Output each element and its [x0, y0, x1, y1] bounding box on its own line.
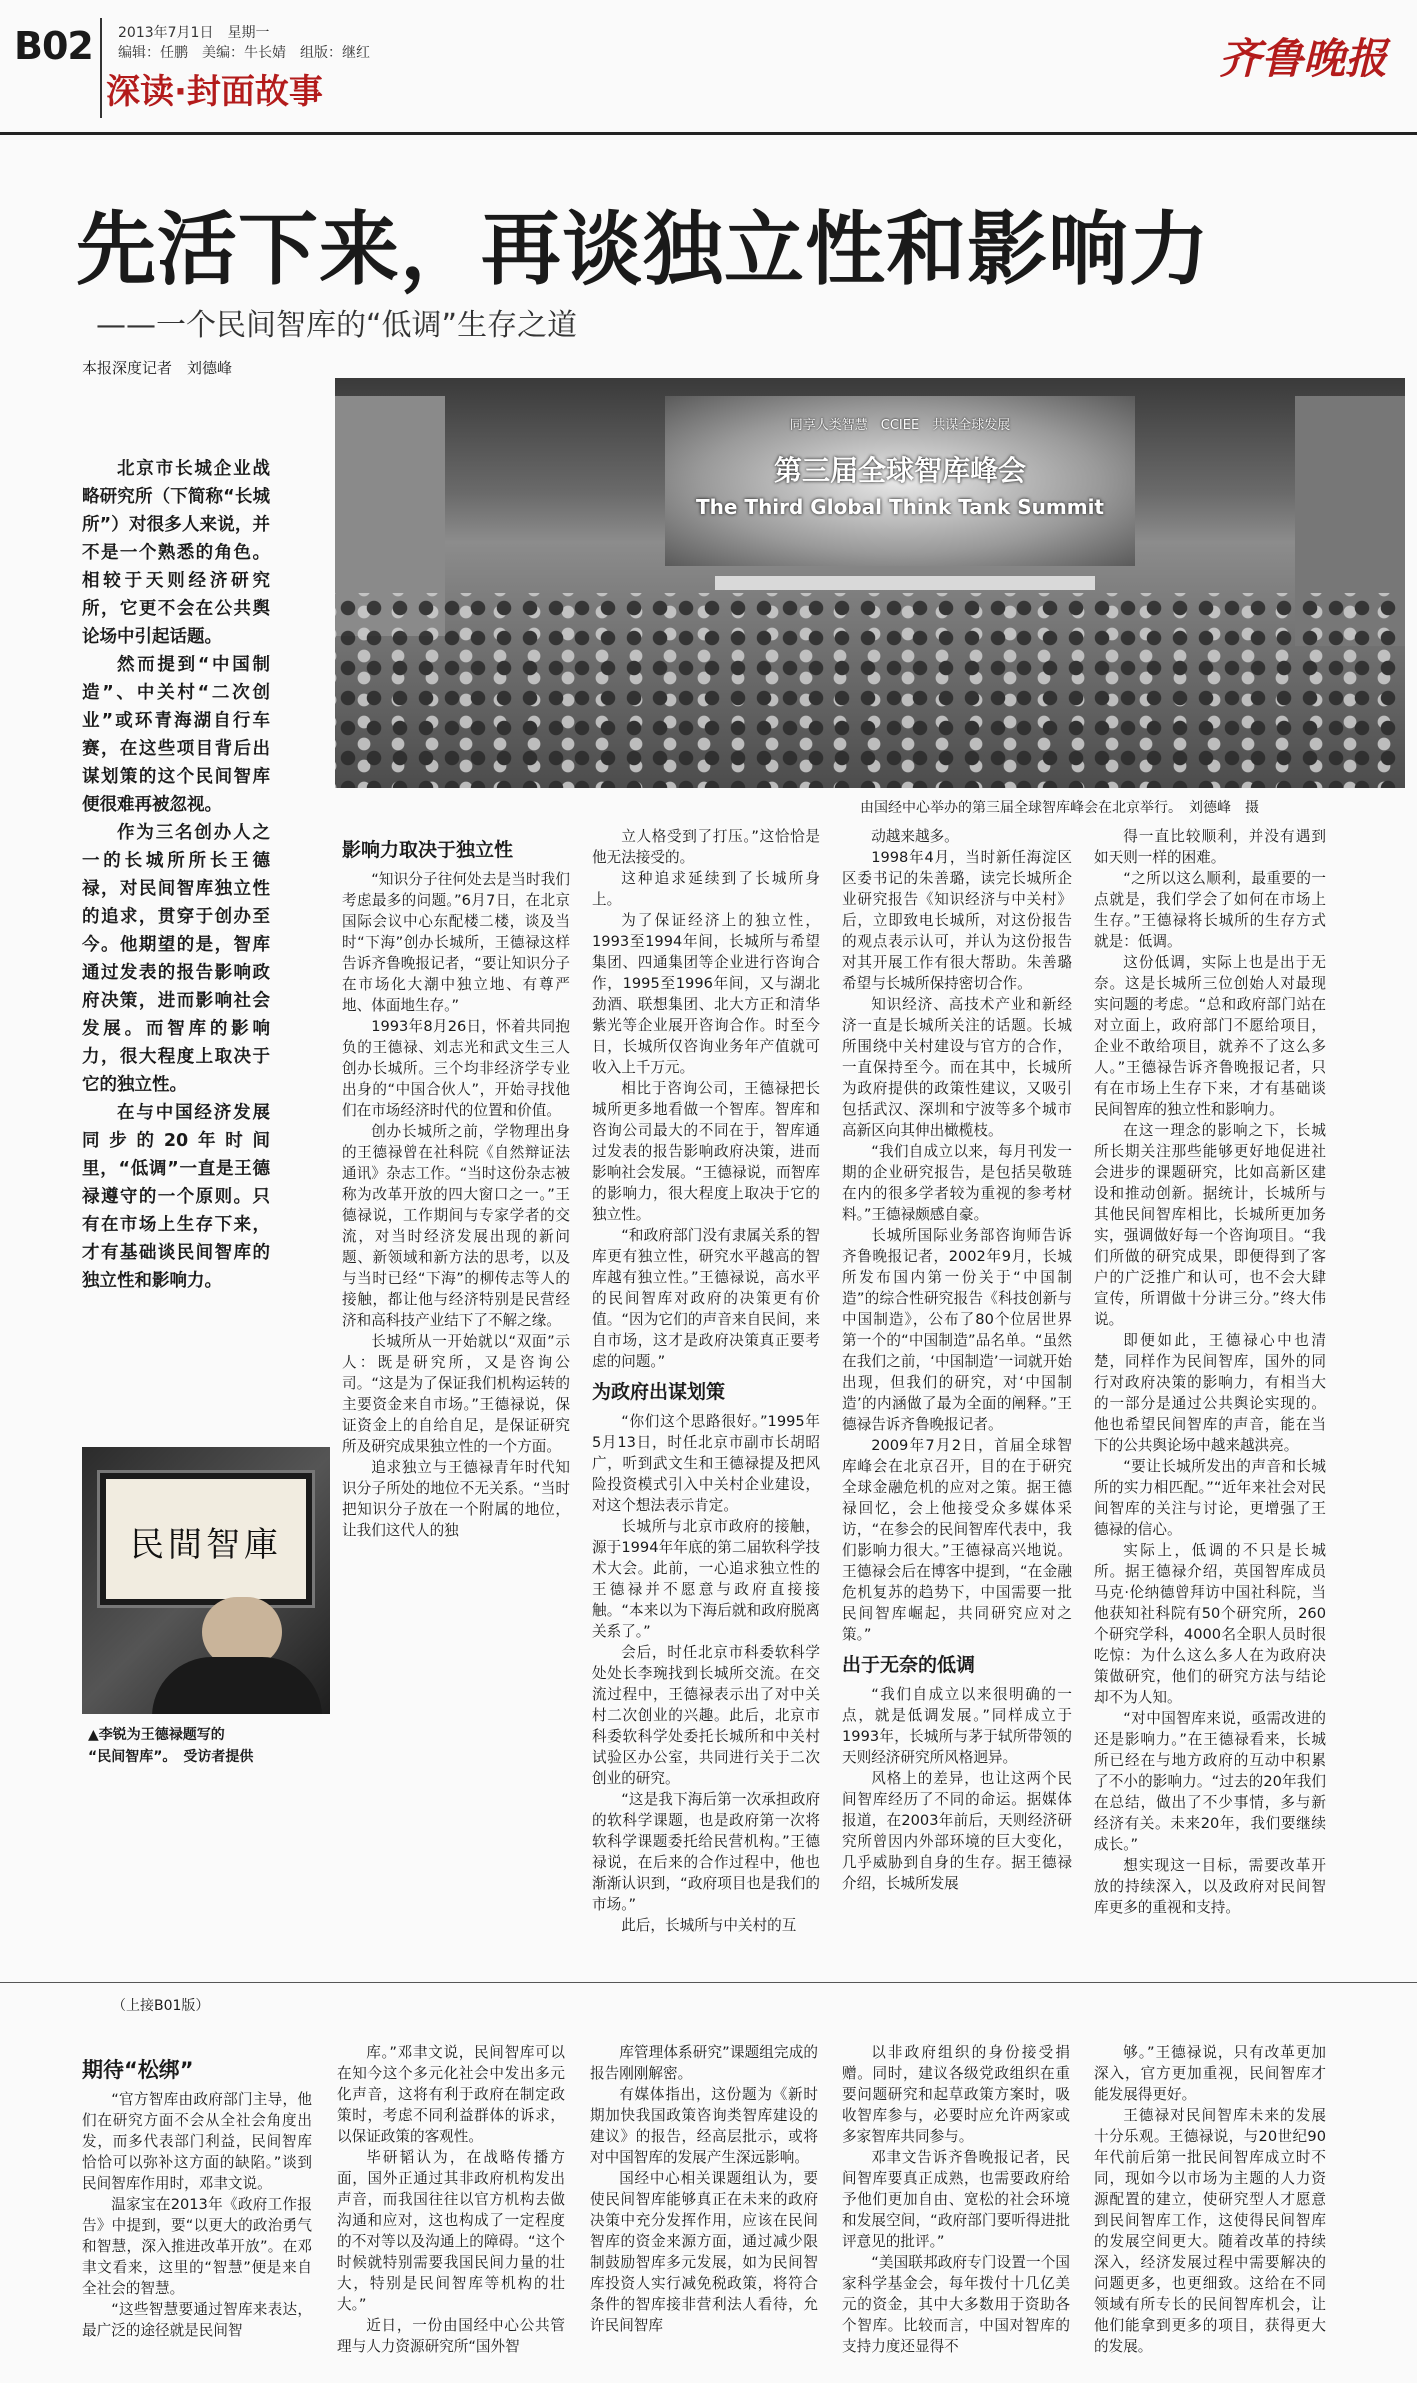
paragraph: 这份低调，实际上也是出于无奈。这是长城所三位创始人对最现实问题的考虑。“总和政府部门站在对立面上，政府部门不愿给项目，企业不敢给项目，就养不了这么多人。”王德禄告诉齐鲁晚报记者，只有在市场上生存下来，才有基础谈民间智库的独立性和影响力。	[1094, 954, 1326, 1118]
paragraph: 长城所从一开始就以“双面”示人：既是研究所，又是咨询公司。“这是为了保证我们机构运转的主要资金来自市场。”王德禄说，保证资金上的自给自足，是保证研究所及研究成果独立性的一个方面。	[342, 1333, 570, 1455]
paragraph: “知识分子往何处去是当时我们考虑最多的问题。”6月7日，在北京国际会议中心东配楼二楼，谈及当时“下海”创办长城所，王德禄这样告诉齐鲁晚报记者，“要让知识分子在市场化大潮中独立地、有尊严地、体面地生存。”	[342, 871, 570, 1014]
lower-column-2	[337, 2042, 565, 2357]
page-number: B02	[14, 24, 93, 68]
lead-column	[82, 455, 270, 1295]
paragraph: 创办长城所之前，学物理出身的王德禄曾在社科院《自然辩证法通讯》杂志工作。“当时这份杂志被称为改革开放的四大窗口之一。”王德禄说，工作期间与专家学者的交流，对当时经济发展出现的新问题、新领域和新方法的思考，以及与当时已经“下海”的柳传志等人的接触，都让他与经济特别是民营经济和高科技产业结下了不解之缘。	[342, 1123, 570, 1329]
calligraphy-scroll	[100, 1473, 312, 1605]
paragraph: 想实现这一目标，需要改革开放的持续深入，以及政府对民间智库更多的重视和支持。	[1094, 1857, 1326, 1916]
article-column-4	[842, 826, 1072, 1894]
headline: 先活下来，再谈独立性和影响力	[76, 203, 1210, 296]
lower-section-rule	[0, 1982, 1417, 1983]
paragraph: 在这一理念的影响之下，长城所长期关注那些能够更好地促进社会进步的课题研究，比如高新区建设和推动创新。据统计，长城所与其他民间智库相比，长城所更加务实，强调做好每一个咨询项目。“我们所做的研究成果，即便得到了客户的广泛推广和认可，也不会大肆宣传，所谓做十分讲三分。”终大伟说。	[1094, 1122, 1326, 1328]
article-column-5	[1094, 826, 1326, 1918]
paragraph: 邓聿文告诉齐鲁晚报记者，民间智库要真正成熟，也需要政府给予他们更加自由、宽松的社会环境和发展空间，“政府部门要听得进批评意见的批评。”	[842, 2149, 1070, 2250]
paragraph: 为了保证经济上的独立性，1993至1994年间，长城所与希望集团、四通集团等企业进行咨询合作，1995至1996年间，又与湖北劲酒、联想集团、北大方正和清华紫光等企业展开咨询合作。时至今日，长城所仅咨询业务年产值就可收入上千万元。	[592, 912, 820, 1076]
summit-screen-subtitle: The Third Global Think Tank Summit	[696, 495, 1104, 519]
paragraph: 相比于咨询公司，王德禄把长城所更多地看做一个智库。智库和咨询公司最大的不同在于，智库通过发表的报告影响政府决策，进而影响社会发展。“王德禄说，而智库的影响力，很大程度上取决于它的独立性。	[592, 1080, 820, 1223]
paragraph: 追求独立与王德禄青年时代知识分子所处的地位不无关系。“当时把知识分子放在一个附属的地位，让我们这代人的独	[342, 1459, 570, 1539]
editors-line: 编辑：任鹏 美编：牛长婧 组版：继红	[118, 45, 370, 61]
lower-column-4	[842, 2042, 1070, 2357]
continued-from-label: （上接B01版）	[112, 1998, 210, 2014]
section-heading: 影响力取决于独立性	[342, 839, 514, 861]
paragraph: 毕研韬认为，在战略传播方面，国外正通过其非政府机构发出声音，而我国往往以官方机构去做沟通和应对，这也构成了一定程度的不对等以及沟通上的障碍。“这个时候就特别需要我国民间力量的壮大，特别是民间智库等机构的壮大。”	[337, 2149, 565, 2313]
summit-screen	[665, 396, 1135, 566]
date-line: 2013年7月1日 星期一	[118, 25, 270, 41]
paragraph: 这种追求延续到了长城所身上。	[592, 870, 820, 908]
summit-photo-caption: 由国经中心举办的第三届全球智库峰会在北京举行。 刘德峰 摄	[860, 800, 1259, 816]
paragraph: 2009年7月2日，首届全球智库峰会在北京召开，目的在于研究全球金融危机的应对之策。据王德禄回忆，会上他接受众多媒体采访，“在参会的民间智库代表中，我们影响力很大。”王德禄高兴地说。王德禄会后在博客中提到，“在金融危机复苏的趋势下，中国需要一批民间智库崛起，共同研究应对之策。”	[842, 1437, 1072, 1643]
paragraph: 知识经济、高技术产业和新经济一直是长城所关注的话题。长城所围绕中关村建设与官方的合作，一直保持至今。而在其中，长城所为政府提供的政策性建议，又吸引包括武汉、深圳和宁波等多个城市高新区向其伸出橄榄枝。	[842, 996, 1072, 1139]
person-body	[152, 1657, 322, 1714]
header-rule	[0, 132, 1417, 135]
paragraph: “这些智慧要通过智库来表达，最广泛的途径就是民间智	[82, 2301, 312, 2339]
summit-screen-line1: 同享人类智慧 CCIEE 共谋全球发展	[789, 418, 1011, 433]
paragraph: 1993年8月26日，怀着共同抱负的王德禄、刘志光和武文生三人创办长城所。三个均非经济学专业出身的“中国合伙人”，开始寻找他们在市场经济时代的位置和价值。	[342, 1018, 570, 1119]
paragraph: 实际上，低调的不只是长城所。据王德禄介绍，英国智库成员马克·伦纳德曾拜访中国社科院，当他获知社科院有50个研究所，260个研究学科，4000名全职人员时很吃惊：为什么这么多人在为政府决策做研究，他们的研究方法与结论却不为人知。	[1094, 1542, 1326, 1706]
lead-paragraph: 北京市长城企业战略研究所（下简称“长城所”）对很多人来说，并不是一个熟悉的角色。相较于天则经济研究所，它更不会在公共舆论场中引起话题。	[82, 459, 270, 647]
paragraph: 长城所国际业务部咨询师告诉齐鲁晚报记者，2002年9月，长城所发布国内第一份关于“中国制造”的综合性研究报告《科技创新与中国制造》，公布了80个位居世界第一个的“中国制造”品名单。“虽然在我们之前，‘中国制造’一词就开始出现，但我们的研究，对‘中国制造’的内涵做了最为全面的阐释。”王德禄告诉齐鲁晚报记者。	[842, 1227, 1072, 1433]
paragraph: 库管理体系研究”课题组完成的报告刚刚解密。	[590, 2044, 818, 2082]
article-column-3	[592, 826, 820, 1936]
paragraph: “和政府部门没有隶属关系的智库更有独立性，研究水平越高的智库越有独立性。”王德禄说，高水平的民间智库对政府的决策更有价值。“因为它们的声音来自民间，来自市场，这才是政府决策真正要考虑的问题。”	[592, 1227, 820, 1370]
paragraph: 得一直比较顺利，并没有遇到如天则一样的困难。	[1094, 828, 1326, 866]
header-divider	[100, 18, 102, 118]
section-heading: 期待“松绑”	[82, 2058, 194, 2082]
lead-paragraph: 在与中国经济发展同步的20年时间里，“低调”一直是王德禄遵守的一个原则。只有在市场上生存下来，才有基础谈民间智库的独立性和影响力。	[82, 1103, 270, 1291]
paragraph: 够。”王德禄说，只有改革更加深入，官方更加重视，民间智库才能发展得更好。	[1094, 2044, 1326, 2103]
paragraph: 国经中心相关课题组认为，要使民间智库能够真正在未来的政府决策中充分发挥作用，应该在民间智库的资金来源方面，通过减少限制鼓励智库多元发展，如为民间智库投资人实行减免税政策，将符合条件的智库接非营利法人看待，允许民间智库	[590, 2170, 818, 2334]
byline: 本报深度记者 刘德峰	[82, 359, 233, 377]
audience-crowd	[335, 593, 1405, 788]
portrait-caption-line1: ▲李锐为王德禄题写的	[88, 1727, 225, 1743]
newspaper-logo: 齐鲁晚报	[1218, 34, 1387, 83]
paragraph: 以非政府组织的身份接受捐赠。同时，建议各级党政组织在重要问题研究和起草政策方案时，吸收智库参与，必要时应允许两家或多家智库共同参与。	[842, 2044, 1070, 2145]
lower-column-1	[82, 2050, 312, 2341]
paragraph: 有媒体指出，这份题为《新时期加快我国政策咨询类智库建设的建议》的报告，经高层批示，或将对中国智库的发展产生深远影响。	[590, 2086, 818, 2166]
paragraph: 立人格受到了打压。”这恰恰是他无法接受的。	[592, 828, 820, 866]
paragraph: “官方智库由政府部门主导，他们在研究方面不会从全社会角度出发，而多代表部门利益，民间智库恰恰可以弥补这方面的缺陷。”谈到民间智库作用时，邓聿文说。	[82, 2091, 312, 2192]
summit-screen-title: 第三届全球智库峰会	[773, 454, 1026, 487]
paragraph: “要让长城所发出的声音和长城所的实力相匹配。”“近年来社会对民间智库的关注与讨论，更增强了王德禄的信心。	[1094, 1458, 1326, 1538]
lower-column-5	[1094, 2042, 1326, 2357]
stage-table	[715, 576, 1095, 590]
article-column-2	[342, 830, 570, 1541]
section-heading: 出于无奈的低调	[842, 1654, 976, 1676]
summit-photo	[335, 378, 1405, 788]
paragraph: 动越来越多。	[871, 828, 959, 845]
paragraph: “对中国智库来说，亟需改进的还是影响力。”在王德禄看来，长城所已经在与地方政府的互动中积累了不小的影响力。“过去的20年我们在总结，做出了不少事情，多与新经济有关。未来20年，我们要继续成长。”	[1094, 1710, 1326, 1853]
paragraph: 库。”邓聿文说，民间智库可以在知今这个多元化社会中发出多元化声音，这将有利于政府在制定政策时，考虑不同利益群体的诉求，以保证政策的客观性。	[337, 2044, 565, 2145]
paragraph: “美国联邦政府专门设置一个国家科学基金会，每年拨付十几亿美元的资金，其中大多数用于资助各个智库。比较而言，中国对智库的支持力度还显得不	[842, 2254, 1070, 2355]
section-heading: 为政府出谋划策	[592, 1381, 726, 1403]
calligraphy-text: 民間智庫	[130, 1525, 282, 1565]
lower-column-3	[590, 2042, 818, 2336]
section-label: 深读·封面故事	[106, 72, 323, 112]
paragraph: 王德禄对民间智库未来的发展十分乐观。王德禄说，与20世纪90年代前后第一批民间智库成立时不同，现如今以市场为主题的人力资源配置的建立，使研究型人才愿意到民间智库工作，这使得民间智库的发展空间更大。随着改革的持续深入，经济发展过程中需要解决的问题更多，也更细致。这给在不同领域有所专长的民间智库机会，让他们能拿到更多的项目，获得更大的发展。	[1094, 2107, 1326, 2355]
paragraph: 近日，一份由国经中心公共管理与人力资源研究所“国外智	[337, 2317, 565, 2355]
portrait-caption-line2: “民间智库”。 受访者提供	[88, 1749, 254, 1765]
paragraph: “你们这个思路很好。”1995年5月13日，时任北京市副市长胡昭广，听到武文生和王德禄提及把风险投资模式引入中关村企业建设，对这个想法表示肯定。	[592, 1413, 820, 1514]
lead-paragraph: 然而提到“中国制造”、中关村“二次创业”或环青海湖自行车赛，在这些项目背后出谋划策的这个民间智库便很难再被忽视。	[82, 655, 270, 815]
paragraph: 温家宝在2013年《政府工作报告》中提到，要“以更大的政治勇气和智慧，深入推进改革开放”。在邓聿文看来，这里的“智慧”便是来自全社会的智慧。	[82, 2196, 312, 2297]
paragraph: 会后，时任北京市科委软科学处处长李琬找到长城所交流。在交流过程中，王德禄表示出了对中关村二次创业的兴趣。此后，北京市科委软科学处委托长城所和中关村试验区办公室，共同进行关于二次创业的研究。	[592, 1644, 820, 1787]
portrait-photo	[82, 1447, 330, 1714]
paragraph: 即便如此，王德禄心中也清楚，同样作为民间智库，国外的同行对政府决策的影响力，有相当大的一部分是通过公共舆论实现的。他也希望民间智库的声音，能在当下的公共舆论场中越来越洪亮。	[1094, 1332, 1326, 1454]
paragraph: “我们自成立以来很明确的一点，就是低调发展。”同样成立于1993年，长城所与茅于轼所带领的天则经济研究所风格迥异。	[842, 1686, 1072, 1766]
paragraph: “我们自成立以来，每月刊发一期的企业研究报告，是包括吴敬琏在内的很多学者较为重视的参考材料。”王德禄颇感自豪。	[842, 1143, 1072, 1223]
lead-paragraph: 作为三名创办人之一的长城所所长王德禄，对民间智库独立性的追求，贯穿于创办至今。他期望的是，智库通过发表的报告影响政府决策，进而影响社会发展。而智库的影响力，很大程度上取决于它的独立性。	[82, 823, 270, 1095]
paragraph: 风格上的差异，也让这两个民间智库经历了不同的命运。据媒体报道，在2003年前后，天则经济研究所曾因内外部环境的巨大变化，几乎威胁到自身的生存。据王德禄介绍，长城所发展	[842, 1770, 1072, 1892]
paragraph: 长城所与北京市政府的接触，源于1994年年底的第二届软科学技术大会。此前，一心追求独立性的王德禄并不愿意与政府直接接触。“本来以为下海后就和政府脱离关系了。”	[592, 1518, 820, 1640]
paragraph: “之所以这么顺利，最重要的一点就是，我们学会了如何在市场上生存。”王德禄将长城所的生存方式就是：低调。	[1094, 870, 1326, 950]
subheadline: ——一个民间智库的“低调”生存之道	[96, 308, 578, 343]
paragraph: 1998年4月，当时新任海淀区区委书记的朱善璐，读完长城所企业研究报告《知识经济与中关村》后，立即致电长城所，对这份报告的观点表示认可，并认为这份报告对其开展工作有很大帮助。朱善璐希望与长城所保持密切合作。	[842, 849, 1072, 992]
paragraph: 此后，长城所与中关村的互	[621, 1917, 797, 1934]
paragraph: “这是我下海后第一次承担政府的软科学课题，也是政府第一次将软科学课题委托给民营机构。”王德禄说，在后来的合作过程中，他也渐渐认识到，“政府项目也是我们的市场。”	[592, 1791, 820, 1913]
